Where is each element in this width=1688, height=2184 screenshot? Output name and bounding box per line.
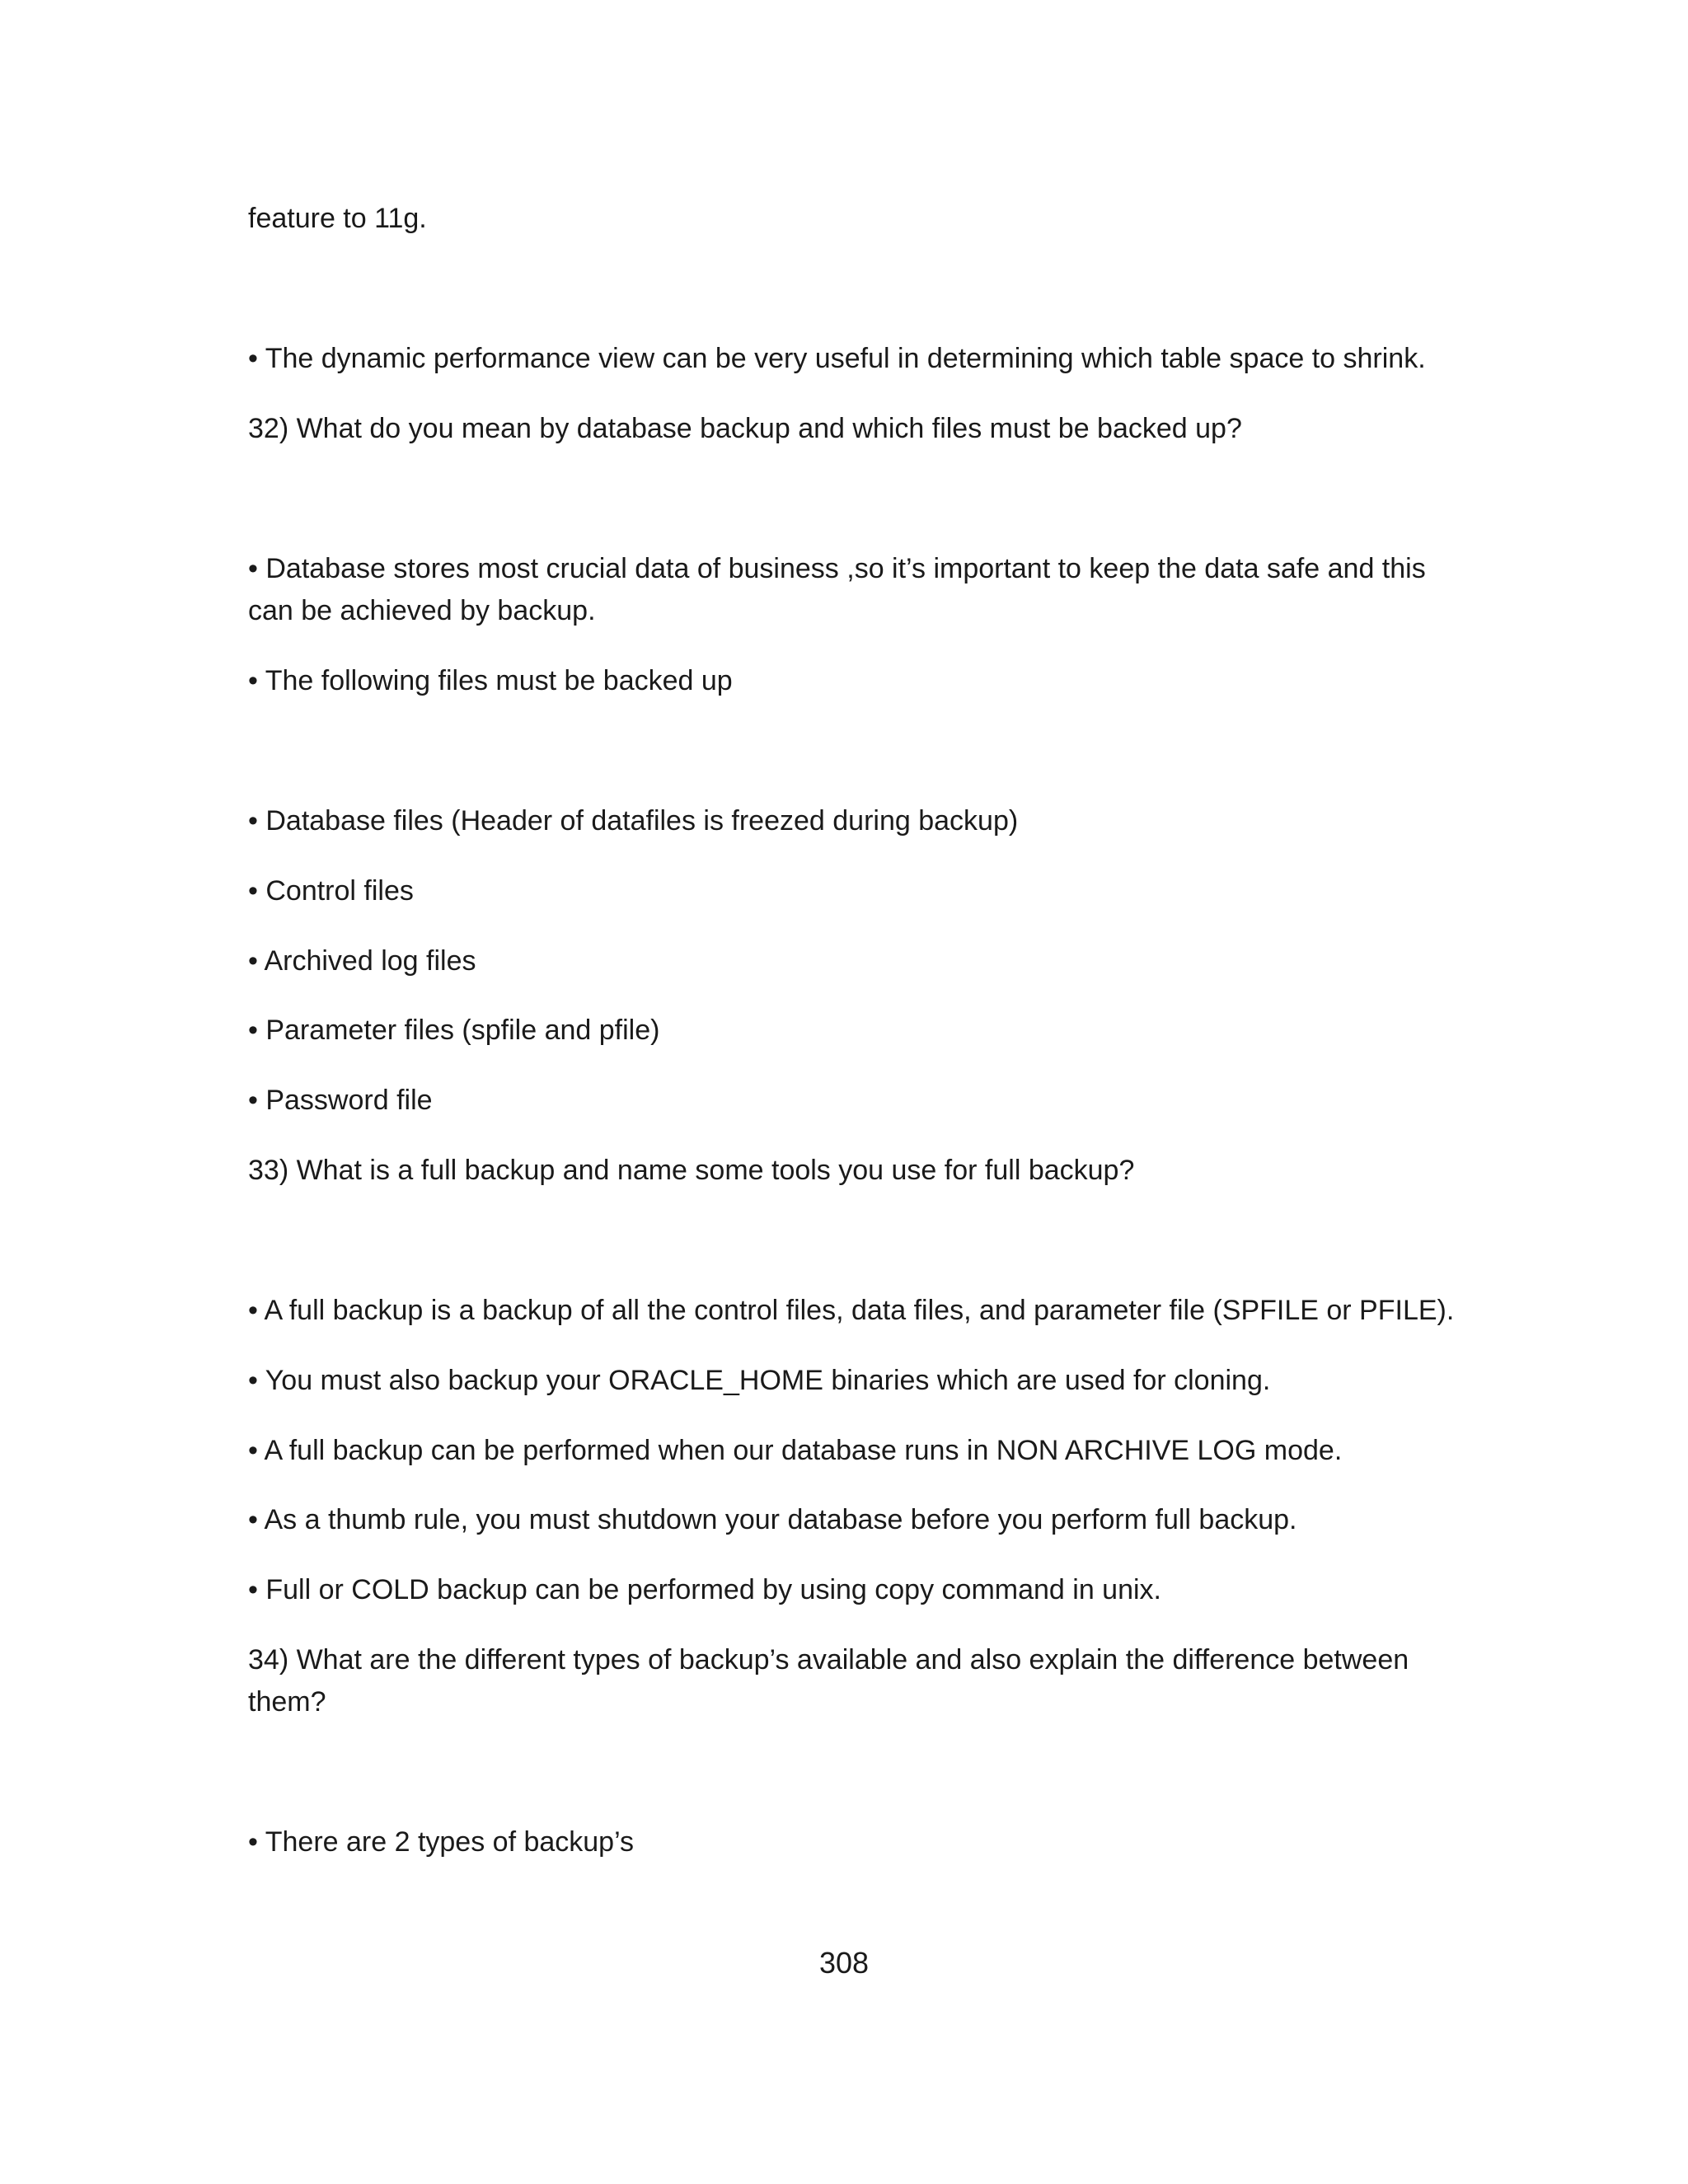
bullet-item: • There are 2 types of backup’s xyxy=(248,1826,635,1858)
text-line: feature to 11g. xyxy=(248,203,427,234)
bullet-item: • Password file xyxy=(248,1085,433,1116)
bullet-item: • As a thumb rule, you must shutdown your database before you perform full backup. xyxy=(248,1504,1297,1535)
bullet-item: • A full backup can be performed when our database runs in NON ARCHIVE LOG mode. xyxy=(248,1435,1343,1466)
question-heading: 33) What is a full backup and name some tools you use for full backup? xyxy=(248,1155,1135,1186)
question-heading-continuation: them? xyxy=(248,1686,326,1718)
bullet-item: • Control files xyxy=(248,875,414,907)
bullet-item: • The following files must be backed up xyxy=(248,665,733,696)
question-heading: 32) What do you mean by database backup and which files must be backed up? xyxy=(248,413,1242,444)
page-number: 308 xyxy=(818,1946,870,1980)
bullet-item: • The dynamic performance view can be very useful in determining which table space to shrink. xyxy=(248,343,1426,374)
bullet-item: • Database stores most crucial data of business ,so it’s important to keep the data safe and this xyxy=(248,553,1426,584)
bullet-item-continuation: can be achieved by backup. xyxy=(248,595,596,626)
bullet-item: • Archived log files xyxy=(248,945,476,977)
bullet-item: • Database files (Header of datafiles is freezed during backup) xyxy=(248,805,1019,837)
question-heading: 34) What are the different types of backup’s available and also explain the difference between xyxy=(248,1644,1409,1675)
bullet-item: • A full backup is a backup of all the control files, data files, and parameter file (SPFILE or PFILE). xyxy=(248,1295,1455,1326)
bullet-item: • Parameter files (spfile and pfile) xyxy=(248,1015,660,1046)
bullet-item: • You must also backup your ORACLE_HOME binaries which are used for cloning. xyxy=(248,1365,1271,1396)
bullet-item: • Full or COLD backup can be performed by using copy command in unix. xyxy=(248,1574,1161,1605)
